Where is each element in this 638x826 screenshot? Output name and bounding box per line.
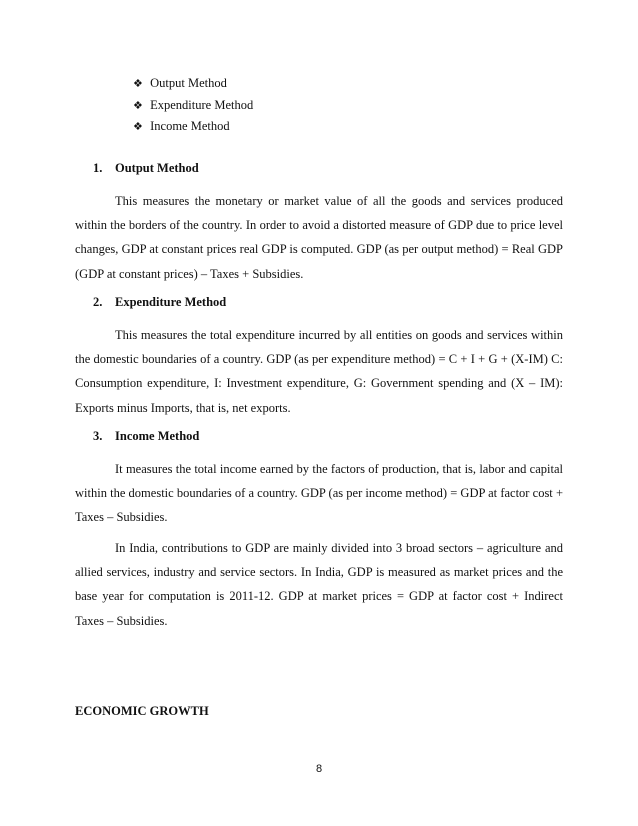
heading-title: Expenditure Method [115, 295, 227, 309]
heading-expenditure-method [93, 295, 226, 310]
page-number: 8 [315, 763, 323, 775]
paragraph-output-method: This measures the monetary or market value of all the goods and services produced within the borders of the country. In order to avoid a distorted measure of GDP due to price level changes, GDP at constant prices real GDP is computed. GDP (as per output method) = Real GDP (GDP at constant prices) – Taxes + Subsidies. [75, 194, 563, 281]
heading-number: 1. [93, 161, 103, 175]
heading-number: 2. [93, 295, 103, 309]
section-title-economic-growth: ECONOMIC GROWTH [75, 704, 209, 718]
heading-number: 3. [93, 429, 103, 443]
diamond-bullet-icon: ❖ [133, 78, 143, 90]
bullet-label: Income Method [150, 119, 230, 133]
bullet-label: Expenditure Method [150, 97, 254, 112]
bullet-item-output [133, 73, 253, 95]
heading-output-method [93, 161, 199, 176]
paragraph-expenditure-method: This measures the total expenditure incurred by all entities on goods and services within the domestic boundaries of a country. GDP (as per expenditure method) = C + I + G + (X-IM) C: Consumption expenditure, I: Investment expenditure, G: Government spending and (X – IM): Exports minus Imports, that is, net exports. [75, 328, 563, 415]
method-bullet-list [133, 73, 253, 138]
bullet-item-income [133, 116, 253, 138]
heading-income-method [93, 429, 199, 444]
paragraph-india-gdp: In India, contributions to GDP are mainly divided into 3 broad sectors – agriculture and allied services, industry and service sectors. In India, GDP is measured as market prices and the base year for computation is 2011-12. GDP at market prices = GDP at factor cost + Indirect Taxes – Subsidies. [75, 541, 563, 628]
heading-title: Output Method [115, 161, 199, 175]
diamond-bullet-icon: ❖ [133, 99, 143, 112]
bullet-label: Output Method [150, 76, 227, 90]
bullet-item-expenditure [133, 95, 253, 117]
heading-title: Income Method [115, 429, 200, 443]
diamond-bullet-icon: ❖ [133, 121, 143, 133]
paragraph-income-method: It measures the total income earned by the factors of production, that is, labor and capital within the domestic boundaries of a country. GDP (as per income method) = GDP at factor cost + Taxes – Subsidies. [75, 462, 563, 525]
